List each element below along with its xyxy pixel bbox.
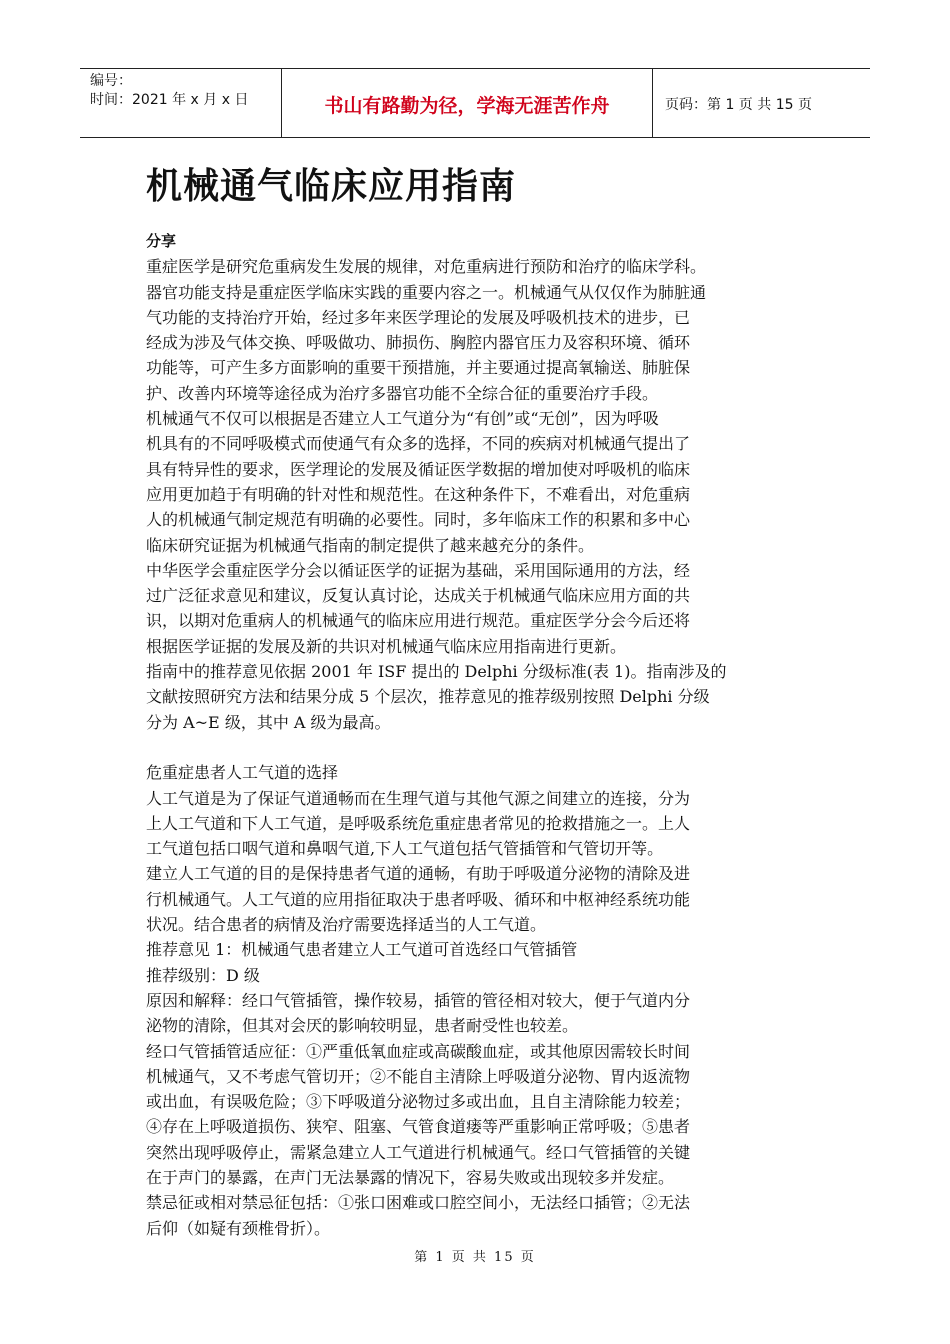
body-text-line: 经口气管插管适应征：①严重低氧血症或高碳酸血症，或其他原因需较长时间 — [146, 1041, 691, 1061]
body-text-line: 指南中的推荐意见依据 2001 年 ISF 提出的 Delphi 分级标准(表 1)。指南涉及的 — [146, 662, 727, 682]
document-title: 机械通气临床应用指南 — [146, 166, 517, 207]
body-text-line: 中华医学会重症医学分会以循证医学的证据为基础，采用国际通用的方法，经 — [146, 560, 691, 580]
body-text-line: 应用更加趋于有明确的针对性和规范性。在这种条件下，不难看出，对危重病 — [146, 484, 691, 504]
body-text-line: 护、改善内环境等途径成为治疗多器官功能不全综合征的重要治疗手段。 — [146, 383, 659, 403]
body-text-line: 原因和解释：经口气管插管，操作较易，插管的管径相对较大，便于气道内分 — [146, 990, 691, 1010]
body-text-line: 突然出现呼吸停止，需紧急建立人工气道进行机械通气。经口气管插管的关键 — [146, 1142, 691, 1162]
body-text-line: 或出血，有误吸危险；③下呼吸道分泌物过多或出血，且自主清除能力较差； — [146, 1092, 691, 1112]
document-body — [146, 229, 811, 1241]
body-text-line: 危重症患者人工气道的选择 — [146, 763, 339, 783]
body-text-line: 推荐级别：D 级 — [146, 965, 260, 985]
body-text-line: 在于声门的暴露，在声门无法暴露的情况下，容易失败或出现较多并发症。 — [146, 1167, 675, 1187]
body-text-line: 过广泛征求意见和建议，反复认真讨论，达成关于机械通气临床应用方面的共 — [146, 586, 691, 606]
section-label: 分享 — [146, 232, 177, 250]
body-text-line: 经成为涉及气体交换、呼吸做功、肺损伤、胸腔内器官压力及容积环境、循环 — [146, 333, 691, 353]
header-page-cell — [653, 69, 870, 137]
header-table — [80, 68, 870, 138]
body-text-line: 工气道包括口咽气道和鼻咽气道,下人工气道包括气管插管和气管切开等。 — [146, 839, 664, 859]
body-text-line: 状况。结合患者的病情及治疗需要选择适当的人工气道。 — [146, 915, 547, 935]
body-text-line: 器官功能支持是重症医学临床实践的重要内容之一。机械通气从仅仅作为肺脏通 — [146, 282, 707, 302]
body-text-line: 具有特异性的要求，医学理论的发展及循证医学数据的增加使对呼吸机的临床 — [146, 459, 691, 479]
body-text-line: 推荐意见 1：机械通气患者建立人工气道可首选经口气管插管 — [146, 940, 578, 960]
body-text-line: 重症医学是研究危重病发生发展的规律，对危重病进行预防和治疗的临床学科。 — [146, 257, 707, 277]
body-text-line: 泌物的清除，但其对会厌的影响较明显，患者耐受性也较差。 — [146, 1016, 579, 1036]
body-text-line: 分为 A~E 级，其中 A 级为最高。 — [146, 712, 391, 732]
body-text-line: 机械通气不仅可以根据是否建立人工气道分为“有创”或“无创”，因为呼吸 — [146, 409, 659, 429]
header-meta-cell — [80, 69, 282, 137]
header-motto-cell — [282, 69, 653, 137]
document-time-label: 时间：2021 年 x 月 x 日 — [90, 92, 249, 108]
body-text-line: 后仰（如疑有颈椎骨折）。 — [146, 1218, 331, 1238]
body-text-line: 人工气道是为了保证气道通畅而在生理气道与其他气源之间建立的连接，分为 — [146, 788, 691, 808]
body-text-line: 上人工气道和下人工气道，是呼吸系统危重症患者常见的抢救措施之一。上人 — [146, 813, 691, 833]
header-page-info: 页码：第 1 页 共 15 页 — [665, 97, 812, 113]
body-text-line: 建立人工气道的目的是保持患者气道的通畅，有助于呼吸道分泌物的清除及进 — [146, 864, 691, 884]
blank-line — [146, 735, 811, 760]
body-text-line: 机械通气，又不考虑气管切开；②不能自主清除上呼吸道分泌物、胃内返流物 — [146, 1066, 691, 1086]
document-number-label: 编号： — [90, 73, 132, 89]
body-text-line: 行机械通气。人工气道的应用指征取决于患者呼吸、循环和中枢神经系统功能 — [146, 889, 691, 909]
body-text-line: 临床研究证据为机械通气指南的制定提供了越来越充分的条件。 — [146, 535, 595, 555]
body-text-line: 机具有的不同呼吸模式而使通气有众多的选择，不同的疾病对机械通气提出了 — [146, 434, 691, 454]
body-text-line: ④存在上呼吸道损伤、狭窄、阻塞、气管食道瘘等严重影响正常呼吸；⑤患者 — [146, 1117, 691, 1137]
body-text-line: 识，以期对危重病人的机械通气的临床应用进行规范。重症医学分会今后还将 — [146, 611, 691, 631]
page-footer: 第 1 页 共 15 页 — [414, 1250, 536, 1265]
body-text-line: 功能等，可产生多方面影响的重要干预措施，并主要通过提高氧输送、肺脏保 — [146, 358, 691, 378]
body-text-line: 气功能的支持治疗开始，经过多年来医学理论的发展及呼吸机技术的进步，已 — [146, 307, 691, 327]
body-text-line: 根据医学证据的发展及新的共识对机械通气临床应用指南进行更新。 — [146, 636, 627, 656]
header-motto: 书山有路勤为径，学海无涯苦作舟 — [324, 95, 610, 117]
body-text-line: 禁忌征或相对禁忌征包括：①张口困难或口腔空间小，无法经口插管；②无法 — [146, 1193, 691, 1213]
body-text-line: 文献按照研究方法和结果分成 5 个层次，推荐意见的推荐级别按照 Delphi 分级 — [146, 687, 710, 707]
body-text-line: 人的机械通气制定规范有明确的必要性。同时，多年临床工作的积累和多中心 — [146, 510, 691, 530]
